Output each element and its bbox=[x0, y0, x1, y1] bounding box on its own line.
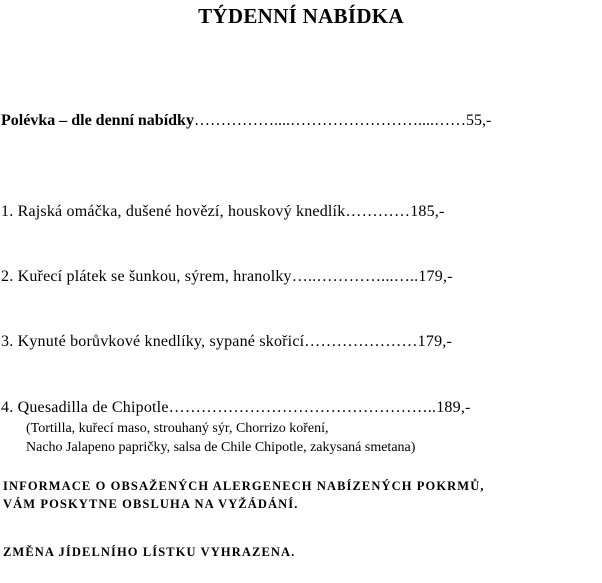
soup-price: 55,- bbox=[465, 112, 492, 129]
dish-4 bbox=[1, 399, 471, 417]
soup-line bbox=[1, 112, 491, 130]
dish-2 bbox=[1, 268, 453, 286]
dish-3-text: 3. Kynuté borůvkové knedlíky, sypané skořicí………………… bbox=[1, 333, 418, 350]
dish-3-price: 179,- bbox=[417, 333, 452, 350]
soup-dots: ……………....……………………....…… bbox=[193, 112, 466, 129]
menu-change-notice: ZMĚNA JÍDELNÍHO LÍSTKU VYHRAZENA. bbox=[3, 545, 296, 559]
dish-4-text: 4. Quesadilla de Chipotle………………………………………….. bbox=[1, 399, 437, 416]
dish-4-detail-1: (Tortilla, kuřecí maso, strouhaný sýr, Chorrizo koření, bbox=[26, 421, 329, 436]
soup-name: Polévka – dle denní nabídky bbox=[1, 112, 194, 129]
dish-4-detail-2: Nacho Jalapeno papričky, salsa de Chile Chipotle, zakysaná smetana) bbox=[26, 440, 416, 455]
dish-1 bbox=[1, 203, 445, 221]
dish-2-text: 2. Kuřecí plátek se šunkou, sýrem, hranolky…..…………...….. bbox=[1, 268, 419, 285]
dish-2-price: 179,- bbox=[418, 268, 453, 285]
dish-3 bbox=[1, 333, 452, 351]
dish-1-text: 1. Rajská omáčka, dušené hovězí, houskový knedlík………… bbox=[1, 203, 411, 220]
dish-4-price: 189,- bbox=[436, 399, 471, 416]
page-title: TÝDENNÍ NABÍDKA bbox=[198, 4, 404, 28]
allergen-info-line-1: INFORMACE O OBSAŽENÝCH ALERGENECH NABÍZENÝCH POKRMŮ, bbox=[3, 479, 485, 493]
dish-1-price: 185,- bbox=[410, 203, 445, 220]
allergen-info-line-2: VÁM POSKYTNE OBSLUHA NA VYŽÁDÁNÍ. bbox=[3, 497, 299, 511]
